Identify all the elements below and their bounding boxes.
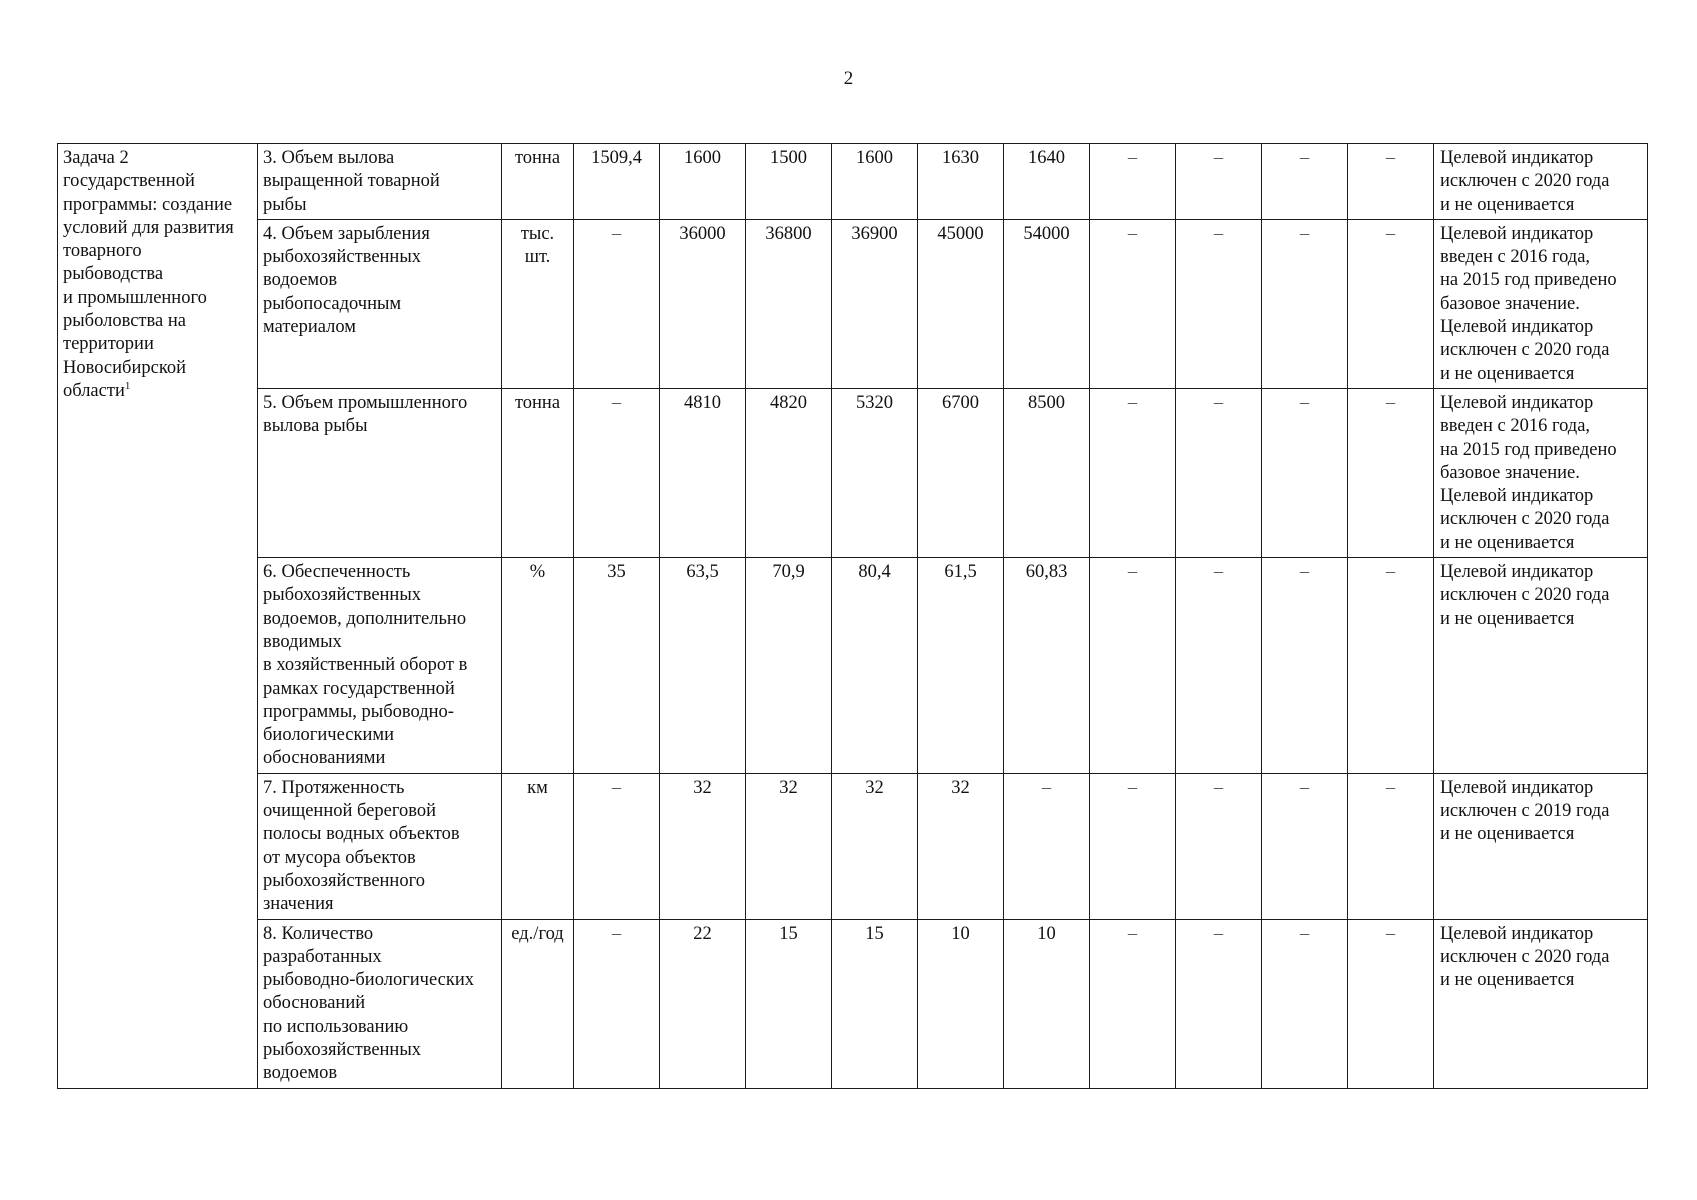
indicator-value: 61,5: [918, 558, 1004, 774]
indicator-value: 5320: [832, 388, 918, 557]
table-row: [58, 219, 1648, 388]
indicator-unit: тыс. шт.: [502, 219, 574, 388]
indicator-value: –: [1176, 144, 1262, 220]
indicator-value: –: [1262, 558, 1348, 774]
indicator-value: 1630: [918, 144, 1004, 220]
table-row: [58, 558, 1648, 774]
table-row: [58, 919, 1648, 1088]
indicator-value: –: [1176, 219, 1262, 388]
indicator-value: –: [574, 919, 660, 1088]
footnote-mark: 1: [124, 379, 131, 392]
indicator-value: 45000: [918, 219, 1004, 388]
indicator-note: Целевой индикатор введен с 2016 года, на 2015 год приведено базовое значение. Целевой индикатор исключен с 2020 года и не оценивается: [1434, 388, 1648, 557]
indicator-value: –: [1262, 919, 1348, 1088]
table-row: [58, 144, 1648, 220]
indicator-note: Целевой индикатор исключен с 2020 года и не оценивается: [1434, 558, 1648, 774]
indicator-value: –: [1262, 144, 1348, 220]
indicator-value: 10: [918, 919, 1004, 1088]
indicator-value: 4820: [746, 388, 832, 557]
indicator-value: –: [574, 388, 660, 557]
indicator-name: 6. Обеспеченность рыбохозяйственных водоемов, дополнительно вводимых в хозяйственный оборот в рамках государственной программы, рыбоводно- биологическими обоснованиями: [258, 558, 502, 774]
indicator-value: –: [1004, 773, 1090, 919]
indicator-value: –: [1262, 773, 1348, 919]
indicator-value: –: [1090, 919, 1176, 1088]
table-row: [58, 388, 1648, 557]
indicator-value: –: [1176, 388, 1262, 557]
indicator-value: –: [1090, 144, 1176, 220]
indicator-value: –: [1176, 558, 1262, 774]
table-row: [58, 773, 1648, 919]
indicator-value: –: [1090, 219, 1176, 388]
indicator-value: 32: [832, 773, 918, 919]
indicator-value: 32: [918, 773, 1004, 919]
indicator-value: 36900: [832, 219, 918, 388]
indicator-value: –: [1262, 388, 1348, 557]
indicator-value: 80,4: [832, 558, 918, 774]
indicator-name: 8. Количество разработанных рыбоводно-биологических обоснований по использованию рыбохозяйственных водоемов: [258, 919, 502, 1088]
indicator-value: 10: [1004, 919, 1090, 1088]
indicator-table: [57, 143, 1648, 1089]
indicator-value: –: [574, 219, 660, 388]
indicator-value: –: [1176, 919, 1262, 1088]
task-cell: [58, 144, 258, 1089]
indicator-unit: км: [502, 773, 574, 919]
indicator-value: –: [1348, 144, 1434, 220]
indicator-value: –: [1348, 388, 1434, 557]
indicator-value: 35: [574, 558, 660, 774]
indicator-note: Целевой индикатор исключен с 2019 года и не оценивается: [1434, 773, 1648, 919]
page-number: 2: [843, 68, 854, 89]
indicator-value: 15: [832, 919, 918, 1088]
indicator-value: –: [1348, 773, 1434, 919]
indicator-value: 1600: [660, 144, 746, 220]
indicator-value: 70,9: [746, 558, 832, 774]
indicator-value: 4810: [660, 388, 746, 557]
indicator-value: 1640: [1004, 144, 1090, 220]
indicator-note: Целевой индикатор исключен с 2020 года и не оценивается: [1434, 144, 1648, 220]
indicator-value: 36000: [660, 219, 746, 388]
indicator-value: –: [1090, 388, 1176, 557]
task-text: Задача 2 государственной программы: создание условий для развития товарного рыбоводства и промышленного рыболовства на территории Новосибирской области: [63, 148, 234, 401]
indicator-value: –: [1176, 773, 1262, 919]
indicator-unit: тонна: [502, 144, 574, 220]
indicator-unit: ед./год: [502, 919, 574, 1088]
indicator-name: 7. Протяженность очищенной береговой полосы водных объектов от мусора объектов рыбохозяйственного значения: [258, 773, 502, 919]
indicator-unit: %: [502, 558, 574, 774]
indicator-note: Целевой индикатор введен с 2016 года, на 2015 год приведено базовое значение. Целевой индикатор исключен с 2020 года и не оценивается: [1434, 219, 1648, 388]
indicator-note: Целевой индикатор исключен с 2020 года и не оценивается: [1434, 919, 1648, 1088]
indicator-value: 15: [746, 919, 832, 1088]
indicator-value: 6700: [918, 388, 1004, 557]
indicator-unit: тонна: [502, 388, 574, 557]
indicator-value: –: [1262, 219, 1348, 388]
indicator-value: –: [1090, 558, 1176, 774]
indicator-value: 1600: [832, 144, 918, 220]
indicator-value: 1500: [746, 144, 832, 220]
indicator-value: –: [1348, 219, 1434, 388]
indicator-value: –: [1348, 919, 1434, 1088]
indicator-value: 60,83: [1004, 558, 1090, 774]
indicator-value: 32: [660, 773, 746, 919]
indicator-value: 32: [746, 773, 832, 919]
indicator-value: –: [1348, 558, 1434, 774]
indicator-name: 4. Объем зарыбления рыбохозяйственных водоемов рыбопосадочным материалом: [258, 219, 502, 388]
indicator-value: –: [1090, 773, 1176, 919]
indicator-name: 3. Объем вылова выращенной товарной рыбы: [258, 144, 502, 220]
indicator-name: 5. Объем промышленного вылова рыбы: [258, 388, 502, 557]
indicator-value: 8500: [1004, 388, 1090, 557]
indicator-value: 22: [660, 919, 746, 1088]
indicator-value: 36800: [746, 219, 832, 388]
indicator-value: 1509,4: [574, 144, 660, 220]
indicator-value: 63,5: [660, 558, 746, 774]
indicator-value: –: [574, 773, 660, 919]
indicator-value: 54000: [1004, 219, 1090, 388]
